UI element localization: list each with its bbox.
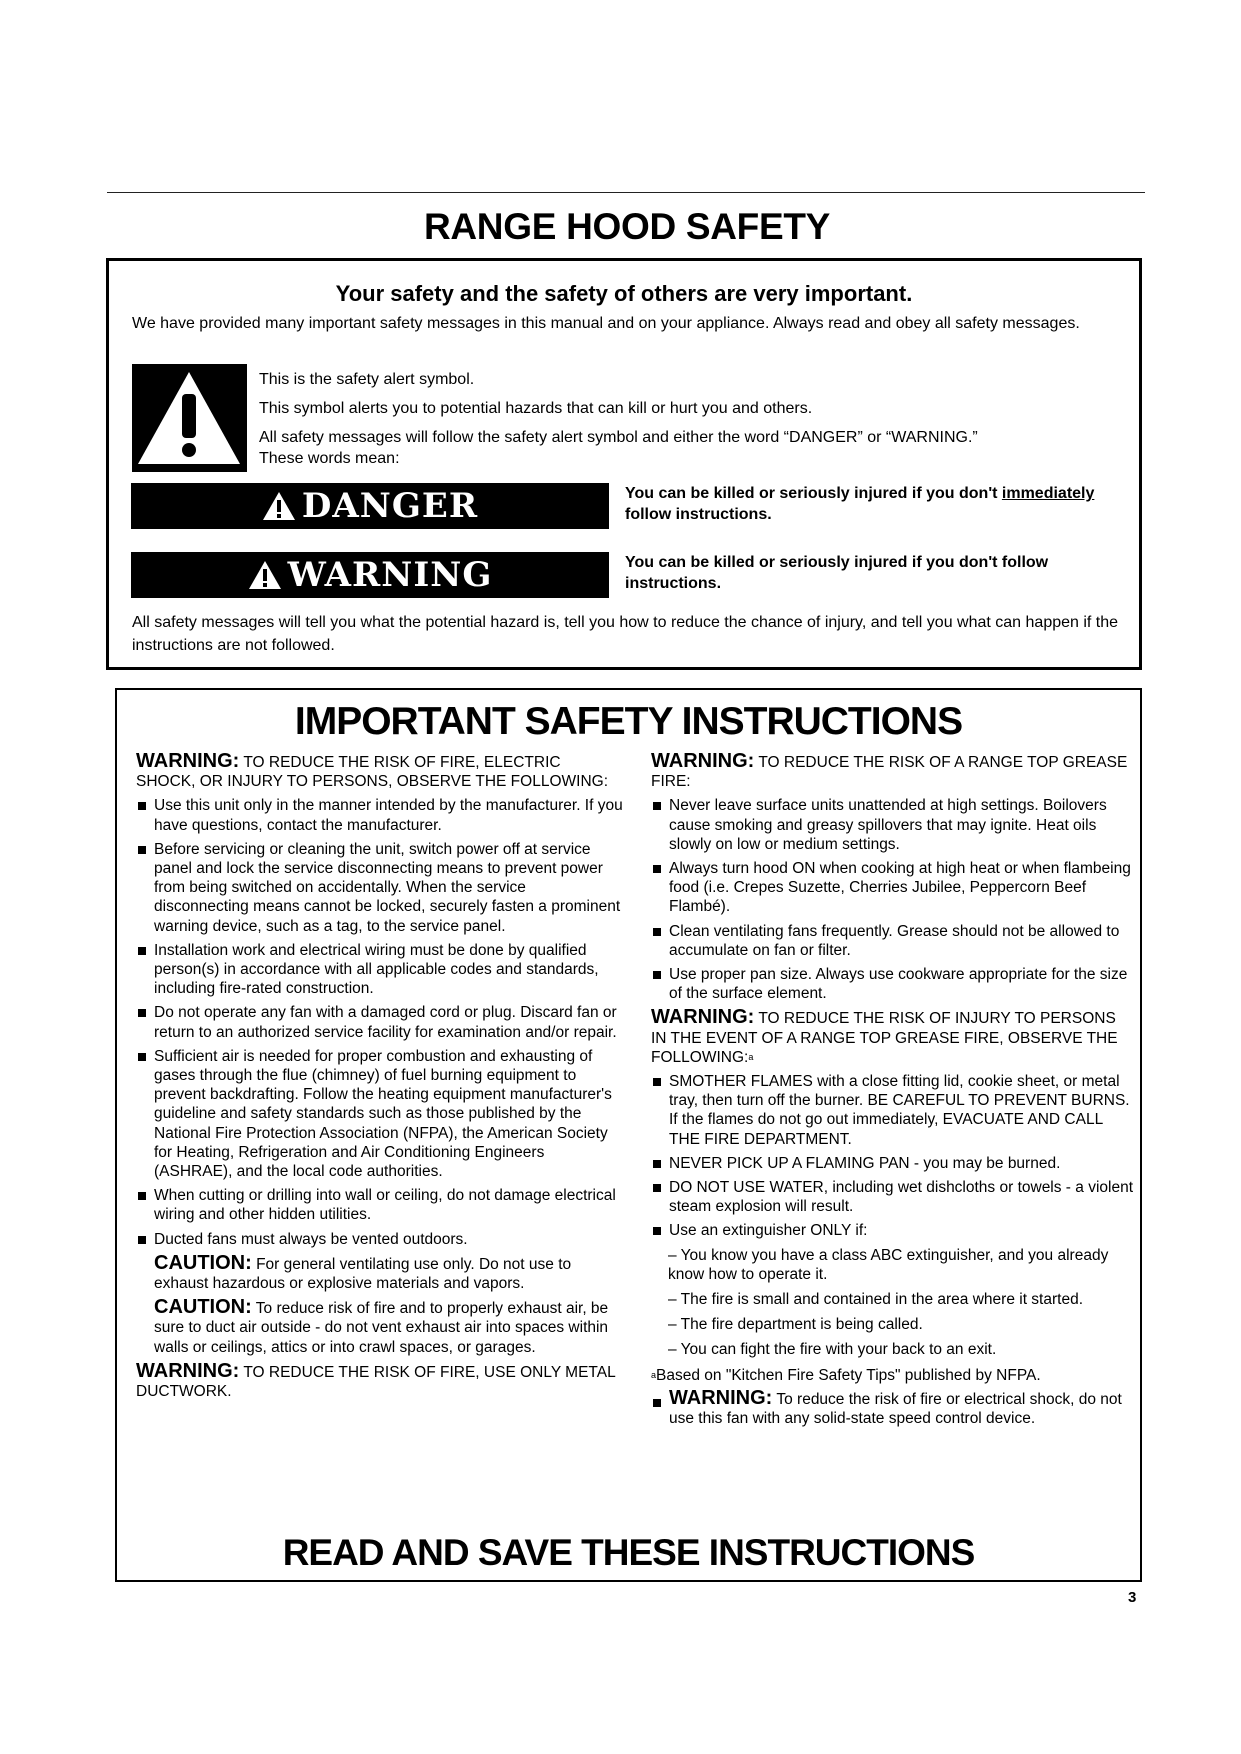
footnote-text: Based on "Kitchen Fire Safety Tips" published by NFPA.	[656, 1366, 1041, 1384]
list-item: Use an extinguisher ONLY if:	[651, 1221, 1133, 1240]
page-title: RANGE HOOD SAFETY	[423, 206, 831, 247]
alert-line: These words mean:	[259, 450, 400, 467]
instructions-title: IMPORTANT SAFETY INSTRUCTIONS	[294, 700, 963, 743]
safety-heading: Your safety and the safety of others are very important.	[335, 281, 913, 306]
top-rule	[107, 192, 1145, 193]
warning-heading-text: TO REDUCE THE RISK OF FIRE, USE ONLY METAL DUCTWORK.	[136, 1363, 616, 1401]
list-item: DO NOT USE WATER, including wet dishcloths or towels - a violent steam explosion will result.	[651, 1178, 1133, 1216]
instructions-footer: READ AND SAVE THESE INSTRUCTIONS	[282, 1532, 975, 1573]
danger-signal-bar	[131, 483, 609, 529]
safety-alert-symbol-icon	[132, 364, 247, 472]
instructions-right-column	[651, 752, 1133, 1433]
alert-symbol-explanation	[259, 369, 1129, 477]
footnote-marker: a	[748, 1051, 754, 1062]
list-item: Sufficient air is needed for proper combustion and exhausting of gases through the flue (chimney) of fuel burning equipment to prevent backdrafting. Follow the heating equipment manufacturer's guideline and safety standards such as those published by the National Fire Protection Association (NFPA), the American Society for Heating, Refrigeration and Air Conditioning Engineers (ASHRAE), and the local code authorities.	[136, 1047, 624, 1181]
list-item: SMOTHER FLAMES with a close fitting lid, cookie sheet, or metal tray, then turn off the burner. BE CAREFUL TO PREVENT BURNS. If the flames do not go out immediately, EVACUATE AND CALL THE FIRE DEPARTMENT.	[651, 1072, 1133, 1149]
warning-heading	[651, 1008, 1133, 1067]
list-item: Do not operate any fan with a damaged cord or plug. Discard fan or return to an authorized service facility for examination and/or repair.	[136, 1003, 624, 1041]
caution-keyword: CAUTION:	[154, 1251, 252, 1274]
list-item: Always turn hood ON when cooking at high heat or when flambeing food (i.e. Crepes Suzette, Cherries Jubilee, Peppercorn Beef Flambé).	[651, 859, 1133, 917]
warning-heading	[136, 1359, 624, 1401]
warning-triangle-icon	[248, 560, 282, 590]
caution-note	[136, 1298, 624, 1357]
list-item: Clean ventilating fans frequently. Grease should not be allowed to accumulate on fan or filter.	[651, 922, 1133, 960]
safety-messages-box	[106, 258, 1142, 670]
list-item	[651, 1386, 1133, 1428]
caution-note	[136, 1251, 624, 1293]
sub-item: – The fire department is being called.	[668, 1316, 923, 1334]
alert-line: This is the safety alert symbol.	[259, 371, 475, 388]
caution-text: To reduce risk of fire and to properly exhaust air, be sure to duct air outside - do not vent exhaust air into spaces within walls or ceilings, attics or into crawl spaces, or garages.	[154, 1300, 609, 1356]
alert-line: This symbol alerts you to potential hazards that can kill or hurt you and others.	[259, 400, 813, 417]
footnote-marker: a	[651, 1369, 657, 1380]
important-safety-instructions-box	[115, 688, 1142, 1582]
warning-keyword: WARNING:	[669, 1386, 773, 1409]
warning-text: To reduce the risk of fire or electrical shock, do not use this fan with any solid-state speed control device.	[669, 1390, 1122, 1428]
warning-triangle-icon	[262, 491, 296, 521]
warning-heading	[651, 752, 1133, 791]
danger-description	[625, 483, 1130, 525]
danger-label: DANGER	[301, 486, 479, 526]
page-number: 3	[1128, 1589, 1137, 1606]
warning-keyword: WARNING:	[651, 1006, 755, 1029]
warning-signal-bar	[131, 552, 609, 598]
caution-keyword: CAUTION:	[154, 1296, 252, 1319]
warning-keyword: WARNING:	[136, 750, 240, 772]
warning-heading	[136, 752, 624, 791]
safety-intro: We have provided many important safety messages in this manual and on your appliance. Always read and obey all safety messages.	[132, 315, 1080, 332]
list-item: Use proper pan size. Always use cookware appropriate for the size of the surface element.	[651, 965, 1133, 1003]
sub-item: – You can fight the fire with your back to an exit.	[668, 1341, 997, 1359]
alert-line: All safety messages will follow the safety alert symbol and either the word “DANGER” or “WARNING.”	[259, 429, 978, 446]
sub-item: – You know you have a class ABC extinguisher, and you already know how to operate it.	[668, 1246, 1109, 1283]
danger-text-before: You can be killed or seriously injured if you don't	[625, 485, 1002, 502]
warning-label: WARNING	[287, 555, 493, 595]
instructions-left-column	[136, 752, 624, 1406]
danger-text-emphasis: immediately	[1001, 485, 1095, 502]
sub-item: – The fire is small and contained in the area where it started.	[668, 1291, 1083, 1309]
list-item: NEVER PICK UP A FLAMING PAN - you may be burned.	[651, 1154, 1133, 1173]
warning-keyword: WARNING:	[651, 750, 755, 772]
list-item: Installation work and electrical wiring must be done by qualified person(s) in accordance with all applicable codes and standards, including fire-rated construction.	[136, 941, 624, 999]
list-item: Never leave surface units unattended at high settings. Boilovers cause smoking and greasy spillovers that may ignite. Heat oils slowly on low or medium settings.	[651, 796, 1133, 854]
warning-keyword: WARNING:	[136, 1359, 240, 1382]
caution-text: For general ventilating use only. Do not use to exhaust hazardous or explosive materials and vapors.	[154, 1255, 572, 1293]
list-item: Ducted fans must always be vented outdoors.	[136, 1230, 624, 1249]
warning-heading-text: TO REDUCE THE RISK OF FIRE, ELECTRIC SHOCK, OR INJURY TO PERSONS, OBSERVE THE FOLLOWING:	[136, 754, 609, 791]
warning-heading-text: TO REDUCE THE RISK OF INJURY TO PERSONS IN THE EVENT OF A RANGE TOP GREASE FIRE, OBSERVE THE FOLLOWING:	[651, 1010, 1118, 1066]
safety-outro: All safety messages will tell you what the potential hazard is, tell you how to reduce the chance of injury, and tell you what can happen if the instructions are not followed.	[132, 614, 1119, 654]
warning-heading-text: TO REDUCE THE RISK OF A RANGE TOP GREASE FIRE:	[651, 754, 1128, 791]
list-item: When cutting or drilling into wall or ceiling, do not damage electrical wiring and other hidden utilities.	[136, 1186, 624, 1224]
danger-text-after: follow instructions.	[625, 506, 772, 523]
warning-description: You can be killed or seriously injured if you don't follow instructions.	[625, 554, 1049, 592]
list-item: Before servicing or cleaning the unit, switch power off at service panel and lock the service disconnecting means to prevent power from being switched on accidentally. When the service disconnecting means cannot be locked, securely fasten a prominent warning device, such as a tag, to the service panel.	[136, 840, 624, 936]
list-item: Use this unit only in the manner intended by the manufacturer. If you have questions, contact the manufacturer.	[136, 796, 624, 834]
footnote	[651, 1366, 1133, 1385]
